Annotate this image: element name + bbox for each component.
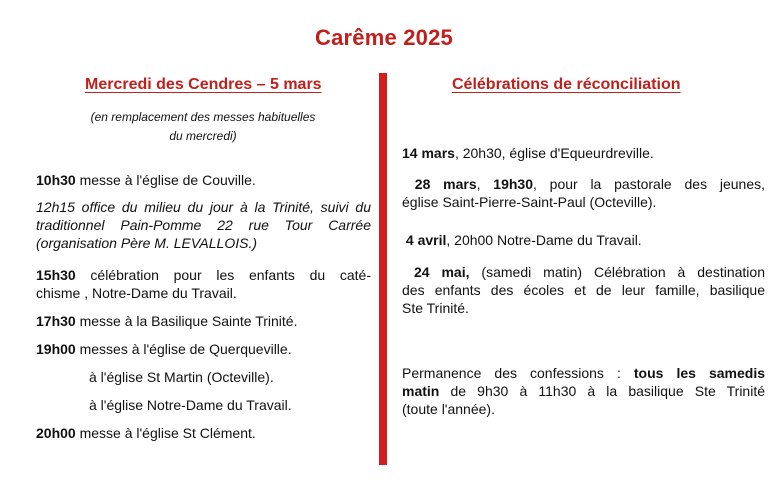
item-text: à l'église Notre-Dame du Travail. (89, 397, 292, 413)
item-text: à l'église St Martin (Octeville). (89, 369, 274, 385)
item-time: 15h30 (36, 267, 76, 283)
list-item (36, 198, 371, 252)
right-heading: Célébrations de réconciliation (452, 76, 681, 93)
item-text: messe à l'église St Clément. (75, 425, 256, 441)
page-title: Carême 2025 (315, 25, 453, 50)
item-line: Ste Trinité. (402, 300, 469, 316)
list-item (402, 231, 642, 249)
list-item (36, 424, 256, 442)
item-date: 24 mai, (413, 264, 470, 280)
list-item (89, 368, 274, 386)
list-item (402, 263, 765, 317)
list-item (402, 175, 765, 211)
item-time: 19h00 (36, 341, 76, 357)
item-line: (samedi matin) Célébration à destination (469, 264, 765, 280)
item-line: chisme , Notre-Dame du Travail. (36, 285, 237, 301)
item-text: , 20h00 Notre-Dame du Travail. (446, 232, 642, 248)
list-item (89, 396, 292, 414)
item-emphasis: tous les samedis (633, 365, 765, 381)
note-line-1: (en remplacement des messes habituelles (90, 110, 316, 124)
list-item (36, 340, 292, 358)
item-line: (toute l'année). (402, 401, 495, 417)
item-text: messe à la Basilique Sainte Trinité. (75, 313, 298, 329)
item-time: 19h30 (493, 176, 533, 192)
item-line: célébration pour les enfants du caté- (75, 267, 371, 283)
item-time: 17h30 (36, 313, 76, 329)
list-item (36, 266, 371, 302)
item-line: de 9h30 à 11h30 à la basilique Ste Trinité (439, 383, 765, 399)
list-item (36, 171, 256, 189)
list-item (36, 312, 297, 330)
item-time: 20h00 (36, 425, 76, 441)
item-line: traditionnel Pain-Pomme 22 rue Tour Carrée (36, 217, 371, 233)
item-date: 28 mars (414, 176, 477, 192)
item-date: 14 mars (402, 145, 455, 161)
left-note (90, 108, 316, 146)
item-line: 12h15 office du milieu du jour à la Trinité, suivi du (36, 199, 371, 215)
list-item (402, 144, 654, 162)
item-line: (organisation Père M. LEVALLOIS.) (36, 235, 257, 251)
list-item (402, 364, 765, 418)
item-text: , 20h30, église d'Equeurdreville. (454, 145, 654, 161)
item-separator: , (476, 176, 494, 192)
item-text: messe à l'église de Couville. (75, 172, 256, 188)
note-line-2: du mercredi) (169, 129, 237, 143)
item-line: , pour la pastorale des jeunes, (532, 176, 765, 192)
item-time: 10h30 (36, 172, 76, 188)
item-text: messes à l'église de Querqueville. (75, 341, 292, 357)
item-emphasis: matin (402, 383, 440, 399)
column-divider (379, 73, 387, 465)
item-line: des enfants des écoles et de leur famille, basilique (402, 282, 765, 298)
item-line: église Saint-Pierre-Saint-Paul (Octeville). (402, 194, 657, 210)
item-date: 4 avril (405, 232, 447, 248)
item-lead: Permanence des confessions : (402, 365, 634, 381)
left-heading: Mercredi des Cendres – 5 mars (85, 76, 322, 93)
